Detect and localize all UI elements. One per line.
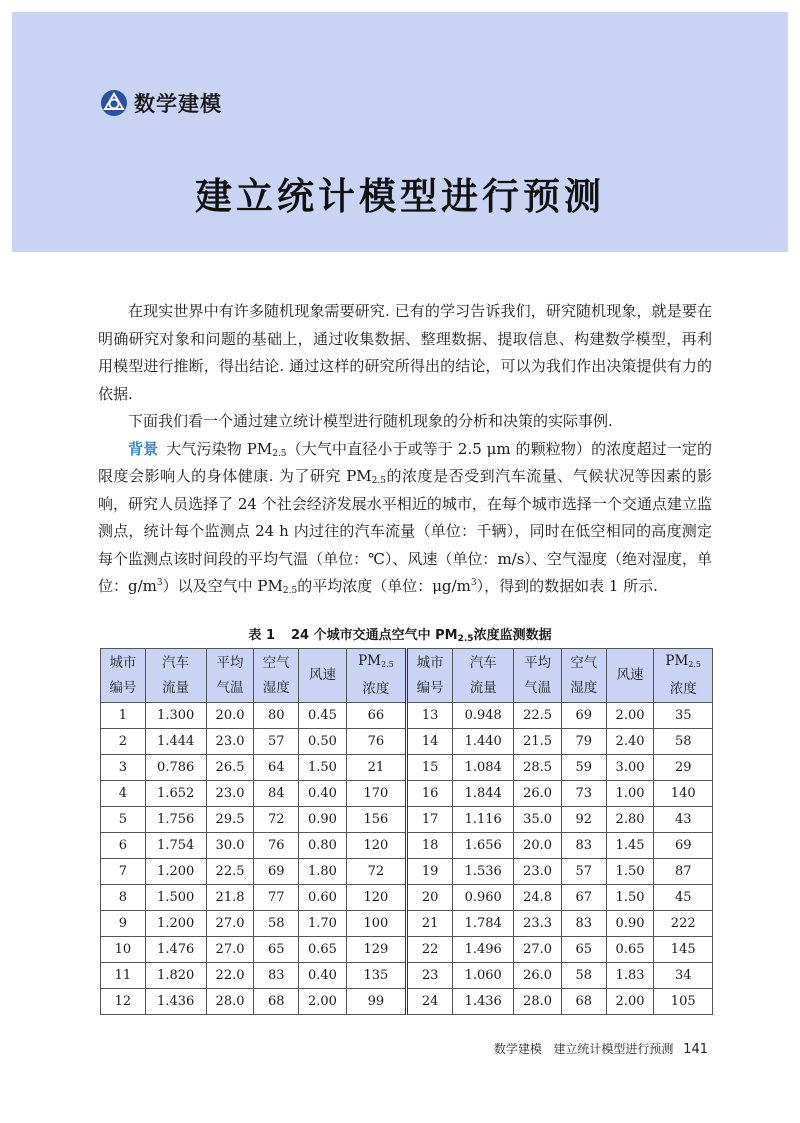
table-cell: 8 <box>101 885 146 911</box>
table-cell: 0.948 <box>453 703 514 729</box>
table-cell: 2.00 <box>606 989 654 1015</box>
table-cell: 1.50 <box>606 859 654 885</box>
table-cell: 22 <box>406 937 452 963</box>
table-cell: 0.50 <box>299 729 347 755</box>
table-cell: 1 <box>101 703 146 729</box>
table-cell: 68 <box>254 989 299 1015</box>
table-cell: 76 <box>346 729 406 755</box>
table-cell: 22.5 <box>206 859 254 885</box>
table-row <box>101 963 713 989</box>
table-cell: 0.90 <box>299 807 347 833</box>
table-cell: 22.5 <box>514 703 562 729</box>
table-cell: 1.444 <box>145 729 206 755</box>
table-cell: 69 <box>654 833 713 859</box>
col-header-pm25: PM2.5 浓度 <box>654 649 713 703</box>
table-row <box>101 859 713 885</box>
background-label: 背景 <box>128 439 159 458</box>
table-cell: 23.0 <box>206 729 254 755</box>
page-number: 141 <box>683 1042 708 1057</box>
table-cell: 58 <box>561 963 606 989</box>
table-cell: 43 <box>654 807 713 833</box>
table-cell: 1.652 <box>145 781 206 807</box>
table-cell: 24 <box>406 989 452 1015</box>
table-cell: 0.786 <box>145 755 206 781</box>
table-cell: 1.496 <box>453 937 514 963</box>
col-header-temperature: 平均 气温 <box>206 649 254 703</box>
table-cell: 2.40 <box>606 729 654 755</box>
table-cell: 23 <box>406 963 452 989</box>
table-cell: 1.300 <box>145 703 206 729</box>
table-cell: 20.0 <box>206 703 254 729</box>
table-cell: 4 <box>101 781 146 807</box>
table-cell: 156 <box>346 807 406 833</box>
table-cell: 57 <box>254 729 299 755</box>
table-row <box>101 937 713 963</box>
table-cell: 12 <box>101 989 146 1015</box>
table-cell: 100 <box>346 911 406 937</box>
footer-section: 数学建模 <box>493 1042 542 1056</box>
table-cell: 80 <box>254 703 299 729</box>
table-cell: 0.80 <box>299 833 347 859</box>
table-cell: 11 <box>101 963 146 989</box>
table-cell: 14 <box>406 729 452 755</box>
table-cell: 22.0 <box>206 963 254 989</box>
table-cell: 1.200 <box>145 911 206 937</box>
table-cell: 76 <box>254 833 299 859</box>
table-cell: 84 <box>254 781 299 807</box>
table-cell: 0.60 <box>299 885 347 911</box>
table-cell: 27.0 <box>206 911 254 937</box>
table-cell: 16 <box>406 781 452 807</box>
table-cell: 79 <box>561 729 606 755</box>
col-header-city-id: 城市 编号 <box>101 649 146 703</box>
table-cell: 83 <box>561 911 606 937</box>
table-cell: 0.65 <box>299 937 347 963</box>
section-badge <box>100 88 222 118</box>
table-cell: 72 <box>254 807 299 833</box>
table-cell: 105 <box>654 989 713 1015</box>
table-cell: 77 <box>254 885 299 911</box>
section-badge-label: 数学建模 <box>134 92 222 116</box>
table-row <box>101 729 713 755</box>
table-cell: 23.0 <box>514 859 562 885</box>
table-cell: 34 <box>654 963 713 989</box>
table-cell: 1.754 <box>145 833 206 859</box>
lead-paragraph: 下面我们看一个通过建立统计模型进行随机现象的分析和决策的实际事例. <box>128 412 613 430</box>
table-cell: 1.500 <box>145 885 206 911</box>
table-cell: 19 <box>406 859 452 885</box>
table-cell: 15 <box>406 755 452 781</box>
table-cell: 17 <box>406 807 452 833</box>
table-row <box>101 781 713 807</box>
pm25-data-table <box>100 648 713 1015</box>
table-cell: 1.80 <box>299 859 347 885</box>
table-cell: 1.436 <box>145 989 206 1015</box>
col-header-humidity: 空气 湿度 <box>561 649 606 703</box>
table-cell: 28.0 <box>514 989 562 1015</box>
col-header-humidity: 空气 湿度 <box>254 649 299 703</box>
table-cell: 28.0 <box>206 989 254 1015</box>
table-cell: 1.060 <box>453 963 514 989</box>
table-cell: 21.8 <box>206 885 254 911</box>
table-cell: 2 <box>101 729 146 755</box>
table-cell: 68 <box>561 989 606 1015</box>
table-cell: 0.960 <box>453 885 514 911</box>
math-modeling-logo-icon <box>100 89 128 117</box>
table-cell: 9 <box>101 911 146 937</box>
table-cell: 66 <box>346 703 406 729</box>
table-cell: 0.40 <box>299 781 347 807</box>
table-cell: 3.00 <box>606 755 654 781</box>
table-cell: 1.200 <box>145 859 206 885</box>
table-cell: 99 <box>346 989 406 1015</box>
banner-torn-edge <box>12 222 788 262</box>
col-header-traffic: 汽车 流量 <box>145 649 206 703</box>
table-row <box>101 833 713 859</box>
table-cell: 28.5 <box>514 755 562 781</box>
table-cell: 26.5 <box>206 755 254 781</box>
page-footer <box>494 1040 708 1057</box>
table-cell: 13 <box>406 703 452 729</box>
table-cell: 222 <box>654 911 713 937</box>
table-cell: 18 <box>406 833 452 859</box>
table-row <box>101 755 713 781</box>
table-cell: 2.00 <box>299 989 347 1015</box>
col-header-temperature: 平均 气温 <box>514 649 562 703</box>
col-header-wind: 风速 <box>606 649 654 703</box>
table-cell: 1.756 <box>145 807 206 833</box>
table-cell: 45 <box>654 885 713 911</box>
table-row <box>101 989 713 1015</box>
table-cell: 27.0 <box>206 937 254 963</box>
table-cell: 21 <box>406 911 452 937</box>
table-header-row <box>101 649 713 703</box>
table-cell: 92 <box>561 807 606 833</box>
table-cell: 69 <box>254 859 299 885</box>
table-cell: 29 <box>654 755 713 781</box>
table-cell: 21.5 <box>514 729 562 755</box>
table-cell: 1.83 <box>606 963 654 989</box>
table-cell: 30.0 <box>206 833 254 859</box>
table-cell: 35 <box>654 703 713 729</box>
table-cell: 26.0 <box>514 963 562 989</box>
table-cell: 57 <box>561 859 606 885</box>
table-cell: 20.0 <box>514 833 562 859</box>
table-cell: 1.476 <box>145 937 206 963</box>
table-cell: 23.0 <box>206 781 254 807</box>
table-cell: 72 <box>346 859 406 885</box>
table-cell: 26.0 <box>514 781 562 807</box>
table-cell: 1.084 <box>453 755 514 781</box>
col-header-wind: 风速 <box>299 649 347 703</box>
table-cell: 1.784 <box>453 911 514 937</box>
table-cell: 0.90 <box>606 911 654 937</box>
table-cell: 1.116 <box>453 807 514 833</box>
intro-paragraph: 在现实世界中有许多随机现象需要研究. 已有的学习告诉我们，研究随机现象，就是要在明确研究对象和问题的基础上，通过收集数据、整理数据、提取信息、构建数学模型，再利用模型进行推断，得出结论. 通过这样的研究所得出的结论，可以为我们作出决策提供有力的依据. <box>98 302 712 403</box>
table-cell: 135 <box>346 963 406 989</box>
table-cell: 1.536 <box>453 859 514 885</box>
table-cell: 27.0 <box>514 937 562 963</box>
table-cell: 120 <box>346 833 406 859</box>
table-cell: 2.00 <box>606 703 654 729</box>
table-row <box>101 885 713 911</box>
table-cell: 1.656 <box>453 833 514 859</box>
table-cell: 35.0 <box>514 807 562 833</box>
table-row <box>101 807 713 833</box>
table-cell: 1.844 <box>453 781 514 807</box>
table-cell: 0.65 <box>606 937 654 963</box>
table-cell: 58 <box>654 729 713 755</box>
table-cell: 6 <box>101 833 146 859</box>
table-cell: 83 <box>254 963 299 989</box>
table-row <box>101 703 713 729</box>
table-cell: 2.80 <box>606 807 654 833</box>
col-header-pm25: PM2.5 浓度 <box>346 649 406 703</box>
table-cell: 65 <box>254 937 299 963</box>
table-cell: 83 <box>561 833 606 859</box>
table-cell: 140 <box>654 781 713 807</box>
table-cell: 1.50 <box>606 885 654 911</box>
table-cell: 87 <box>654 859 713 885</box>
table-cell: 29.5 <box>206 807 254 833</box>
table-cell: 129 <box>346 937 406 963</box>
col-header-city-id: 城市 编号 <box>406 649 452 703</box>
table-cell: 1.45 <box>606 833 654 859</box>
table-cell: 59 <box>561 755 606 781</box>
table-cell: 67 <box>561 885 606 911</box>
table-cell: 24.8 <box>514 885 562 911</box>
table-cell: 1.50 <box>299 755 347 781</box>
table-cell: 58 <box>254 911 299 937</box>
table-cell: 20 <box>406 885 452 911</box>
table-cell: 1.440 <box>453 729 514 755</box>
table-cell: 69 <box>561 703 606 729</box>
table-cell: 170 <box>346 781 406 807</box>
page-title: 建立统计模型进行预测 <box>195 175 605 218</box>
table-cell: 64 <box>254 755 299 781</box>
table-cell: 1.70 <box>299 911 347 937</box>
table-cell: 0.45 <box>299 703 347 729</box>
table-cell: 73 <box>561 781 606 807</box>
table-cell: 1.436 <box>453 989 514 1015</box>
table-cell: 7 <box>101 859 146 885</box>
background-paragraph: 背景 大气污染物 $PM_{2.5}$（大气中直径小于或等于 2.5 μm 的颗粒物）的浓度超过一定的限度会影响人的身体健康. 为了研究 $PM_{2.5}$的浓度是否受到汽车流量、气候状况等因素的影响，研究人员选择了 24 个社会经济发展水平相近的城市，在每个城市选择一个交通点建立监测点，统计每个监测点 24 h 内过往的汽车流量（单位：千辆），同时在低空相同的高度测定每个监测点该时间段的平均气温（单位：℃）、风速（单位：m/s）、空气湿度（绝对湿度，单位：$g/m^3$）以及空气中 $PM_{2.5}$的平均浓度（单位：$\mu g/m^3$），得到的数据如表 1 所示. <box>98 439 712 596</box>
table-cell: 21 <box>346 755 406 781</box>
col-header-traffic: 汽车 流量 <box>453 649 514 703</box>
table-cell: 5 <box>101 807 146 833</box>
table-cell: 10 <box>101 937 146 963</box>
table-cell: 145 <box>654 937 713 963</box>
table-cell: 1.00 <box>606 781 654 807</box>
body-text <box>98 298 712 601</box>
table-cell: 23.3 <box>514 911 562 937</box>
table-cell: 65 <box>561 937 606 963</box>
table-cell: 0.40 <box>299 963 347 989</box>
table-cell: 3 <box>101 755 146 781</box>
footer-title: 建立统计模型进行预测 <box>553 1042 674 1056</box>
table-cell: 120 <box>346 885 406 911</box>
table-body <box>101 703 713 1015</box>
table-caption: 表 1 24 个城市交通点空气中 $PM_{2.5}$浓度监测数据 <box>248 628 552 644</box>
table-row <box>101 911 713 937</box>
table-cell: 1.820 <box>145 963 206 989</box>
